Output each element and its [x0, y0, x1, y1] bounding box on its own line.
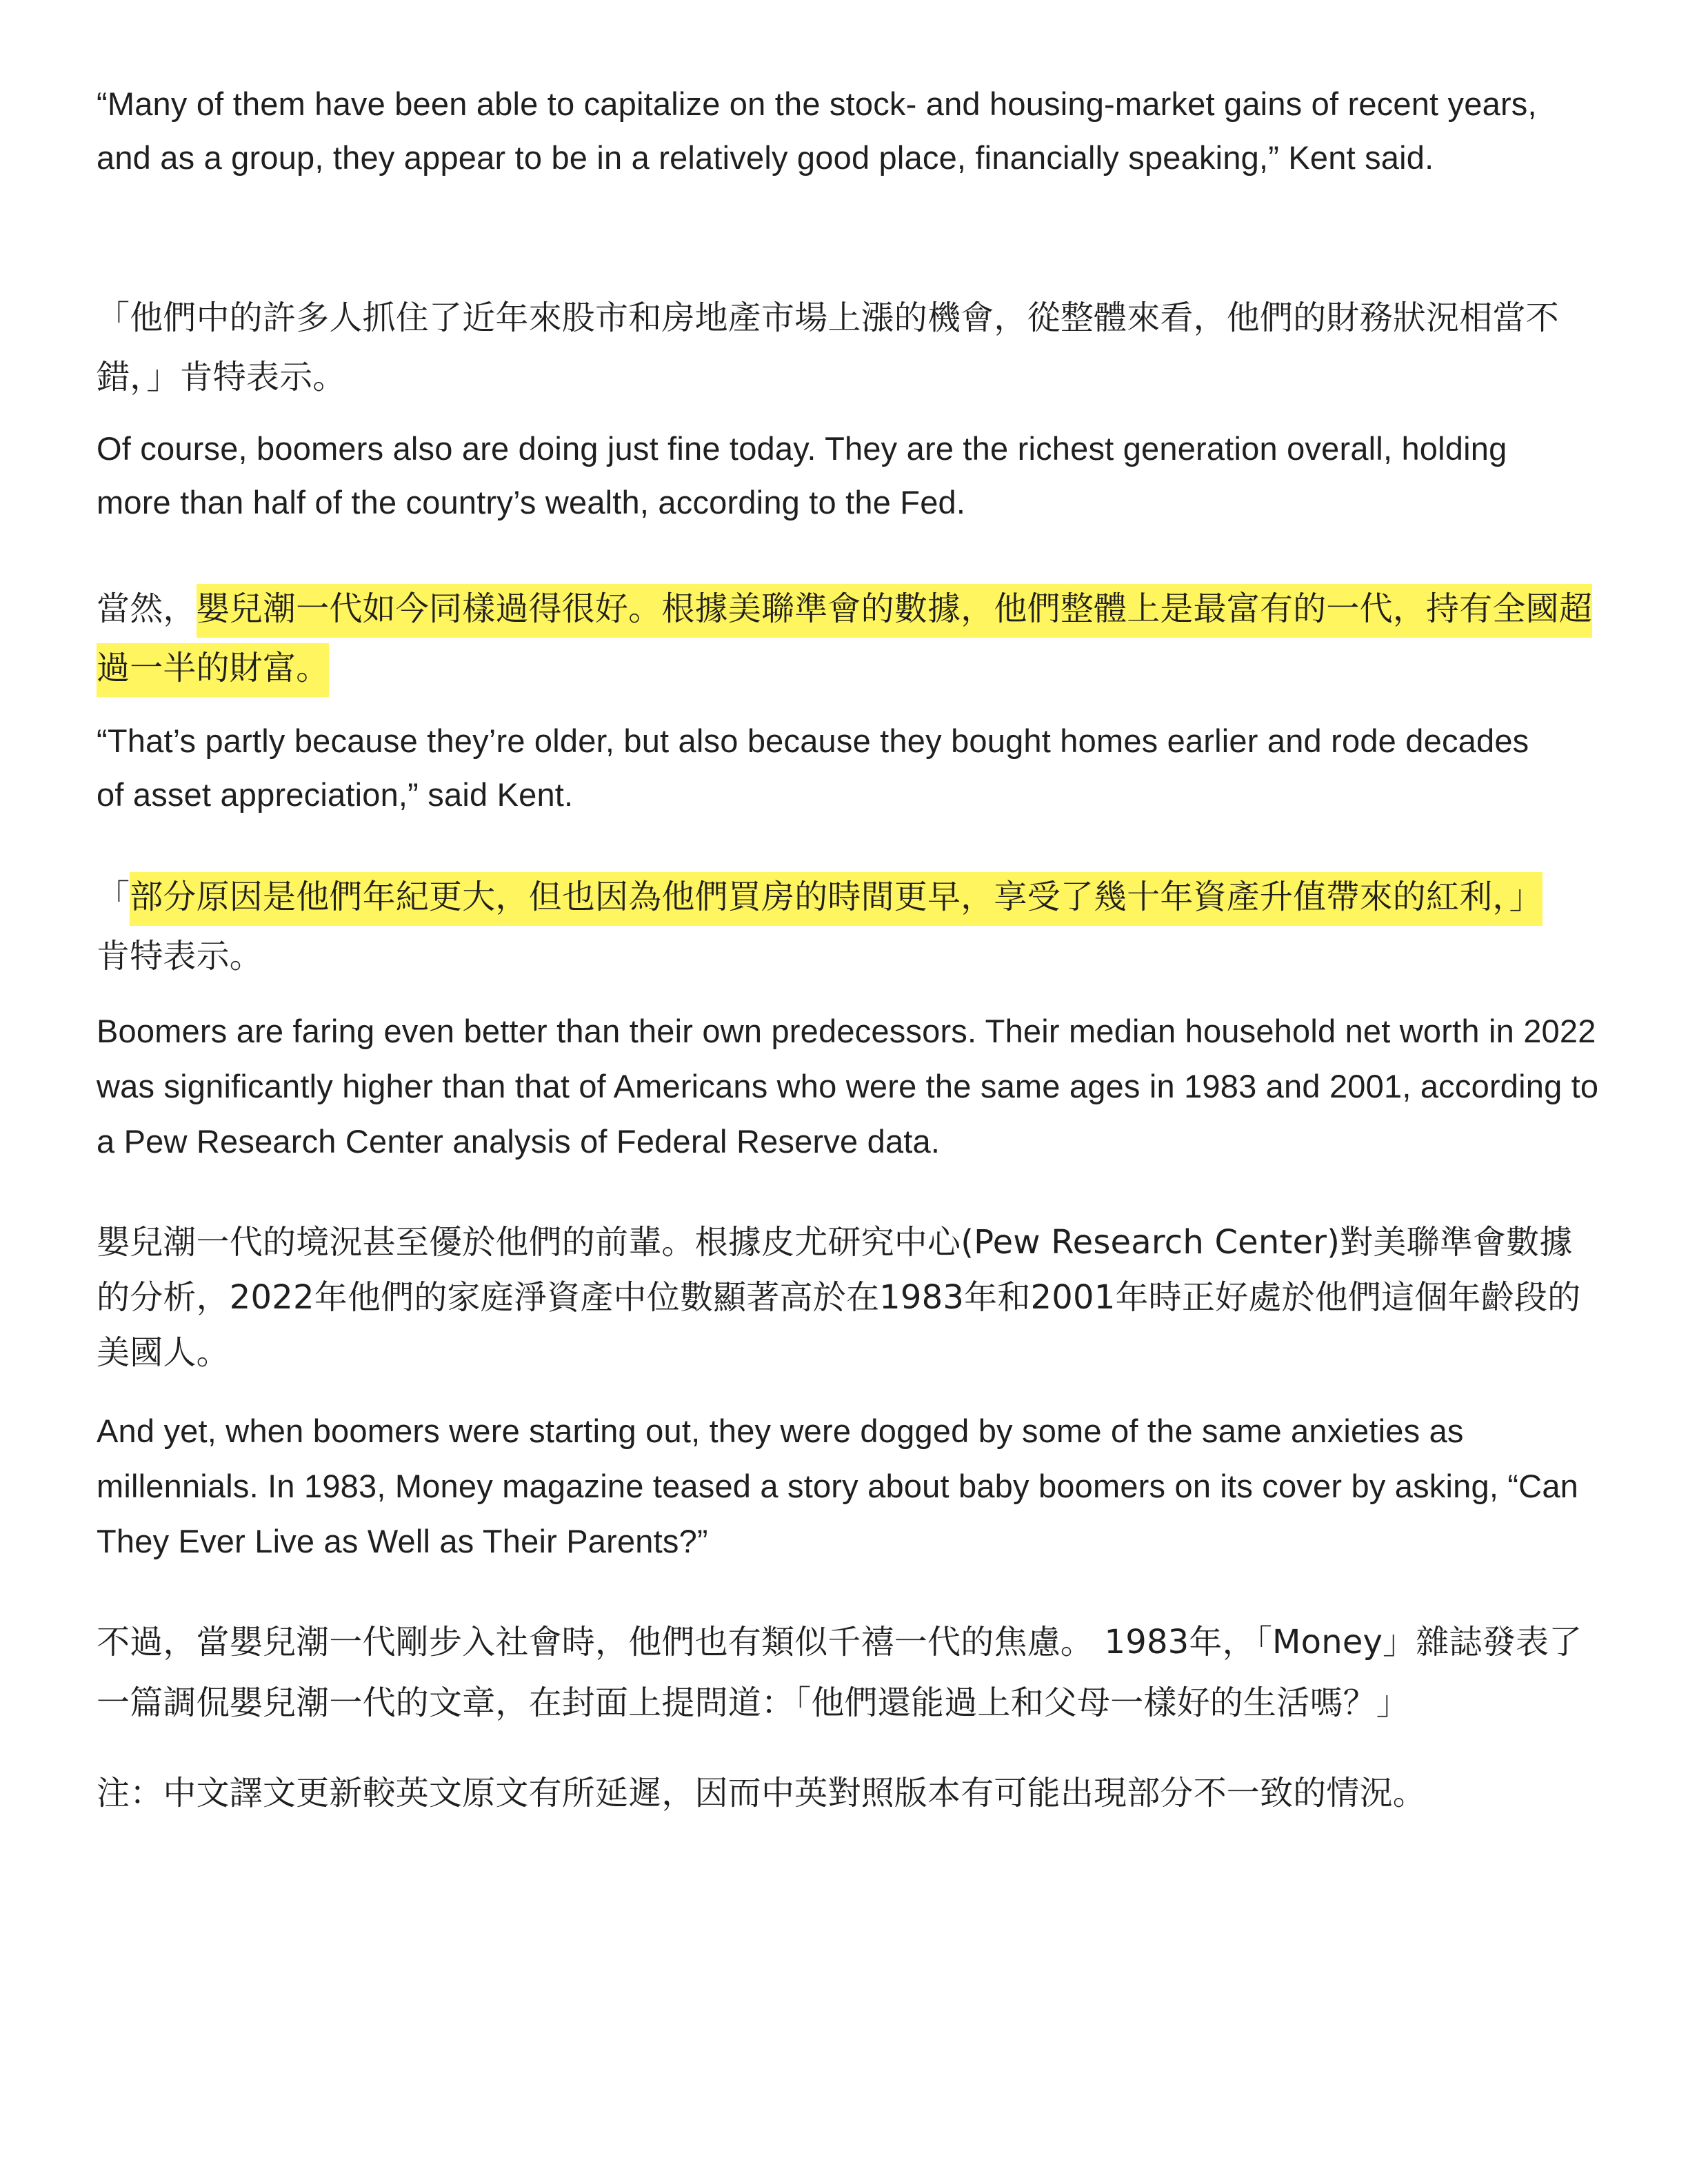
paragraph-en-1: “Many of them have been able to capitalize on the stock- and housing-market gains of recent years, and as a group, they appear to be in a relatively good place, financially speaking,” Kent said. [97, 85, 1537, 176]
paragraph-zh-3 [97, 867, 1558, 986]
paragraph-zh-2 [97, 579, 1600, 698]
paragraph-zh-1: 「他們中的許多人抓住了近年來股市和房地產市場上漲的機會，從整體來看，他們的財務狀況相當不錯，」肯特表示。 [97, 299, 1559, 396]
highlighted-text: 嬰兒潮一代如今同樣過得很好。根據美聯準會的數據，他們整體上是最富有的一代，持有全國超過一半的財富。 [97, 584, 1592, 697]
highlighted-text: 部分原因是他們年紀更大，但也因為他們買房的時間更早，享受了幾十年資產升值帶來的紅利，」 [130, 872, 1543, 926]
paragraph-zh-3-lead: 「 [97, 878, 130, 916]
paragraph-en-3: “That’s partly because they’re older, but also because they bought homes earlier and rode decades of asset appreciation,” said Kent. [97, 722, 1529, 813]
paragraph-en-2: Of course, boomers also are doing just fine today. They are the richest generation overall, holding more than half of the country’s wealth, according to the Fed. [97, 430, 1507, 520]
paragraph-zh-5: 不過，當嬰兒潮一代剛步入社會時，他們也有類似千禧一代的焦慮。 1983年，「Money」雜誌發表了一篇調侃嬰兒潮一代的文章，在封面上提問道：「他們還能過上和父母一樣好的生活嗎？」 [97, 1623, 1582, 1722]
paragraph-en-4: Boomers are faring even better than their own predecessors. Their median household net worth in 2022 was significantly higher than that of Americans who were the same ages in 1983 and 2001, according to a Pew Research Center analysis of Federal Reserve data. [97, 1013, 1599, 1160]
paragraph-zh-4: 嬰兒潮一代的境況甚至優於他們的前輩。根據皮尤研究中心(Pew Research Center)對美聯準會數據的分析，2022年他們的家庭淨資產中位數顯著高於在1983年和2001年時正好處於他們這個年齡段的美國人。 [97, 1223, 1581, 1372]
paragraph-zh-3-tail: 肯特表示。 [97, 937, 263, 975]
paragraph-en-5: And yet, when boomers were starting out, they were dogged by some of the same anxieties as millennials. In 1983, Money magazine teased a story about baby boomers on its cover by asking, “Can They Ever Live as Well as Their Parents?” [97, 1413, 1579, 1559]
paragraph-zh-2-lead: 當然， [97, 589, 197, 628]
translation-note: 注：中文譯文更新較英文原文有所延遲，因而中英對照版本有可能出現部分不一致的情況。 [97, 1774, 1427, 1812]
